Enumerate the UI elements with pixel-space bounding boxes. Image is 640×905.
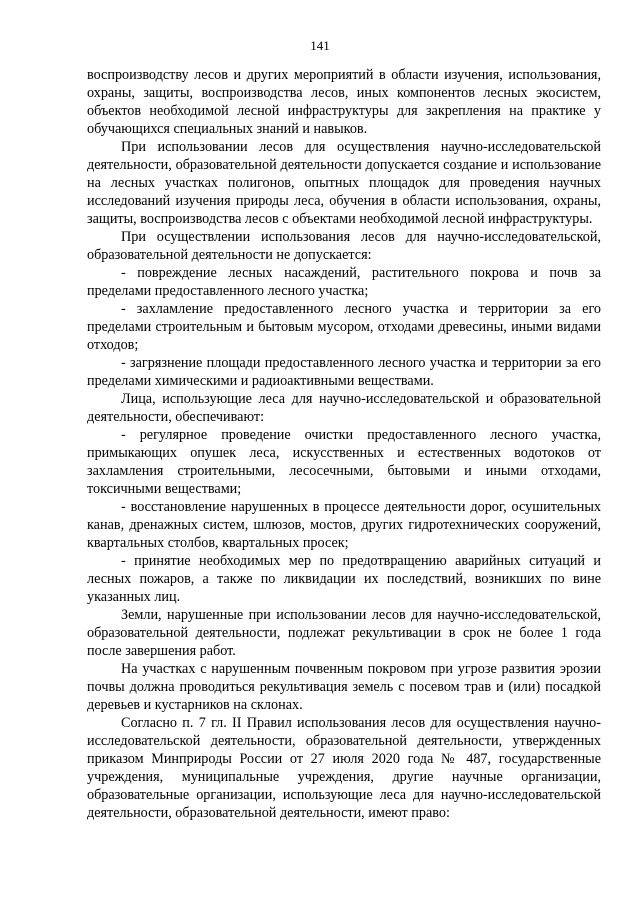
page-content bbox=[87, 66, 601, 822]
page-number: 141 bbox=[310, 38, 330, 53]
list-item: - регулярное проведение очистки предоставленного лесного участка, примыкающих опушек леса, искусственных и естественных водотоков от захламления строительными, лесосечными, бытовыми и иными отходами, токсичными веществами; bbox=[87, 427, 601, 497]
list-item: - восстановление нарушенных в процессе деятельности дорог, осушительных канав, дренажных систем, шлюзов, мостов, других гидротехнических сооружений, квартальных столбов, квартальных просек; bbox=[87, 499, 601, 551]
list-item: - повреждение лесных насаждений, растительного покрова и почв за пределами предоставленного лесного участка; bbox=[87, 265, 601, 299]
paragraph: Земли, нарушенные при использовании лесов для научно-исследовательской, образовательной деятельности, подлежат рекультивации в срок не более 1 года после завершения работ. bbox=[87, 607, 601, 659]
paragraph: Согласно п. 7 гл. II Правил использования лесов для осуществления научно-исследовательской деятельности, образовательной деятельности, утвержденных приказом Минприроды России от 27 июля 2020 года № 487, государственные учреждения, муниципальные учреждения, другие научные организации, образовательные организации, использующие леса для научно-исследовательской деятельности, образовательной деятельности, имеют право: bbox=[87, 715, 601, 821]
list-item: - захламление предоставленного лесного участка и территории за его пределами строительным и бытовым мусором, отходами древесины, иными видами отходов; bbox=[87, 301, 601, 353]
list-item: - принятие необходимых мер по предотвращению аварийных ситуаций и лесных пожаров, а также по ликвидации их последствий, возникших по вине указанных лиц. bbox=[87, 553, 601, 605]
paragraph: При осуществлении использования лесов для научно-исследовательской, образовательной деятельности не допускается: bbox=[87, 229, 601, 263]
paragraph: воспроизводству лесов и других мероприятий в области изучения, использования, охраны, защиты, воспроизводства лесов, иных компонентов лесных экосистем, объектов необходимой лесной инфраструктуры для закрепления на практике у обучающихся специальных знаний и навыков. bbox=[87, 67, 601, 137]
list-item: - загрязнение площади предоставленного лесного участка и территории за его пределами химическими и радиоактивными веществами. bbox=[87, 355, 601, 389]
paragraph: На участках с нарушенным почвенным покровом при угрозе развития эрозии почвы должна проводиться рекультивация земель с посевом трав и (или) посадкой деревьев и кустарников на склонах. bbox=[87, 661, 601, 713]
paragraph: При использовании лесов для осуществления научно-исследовательской деятельности, образовательной деятельности допускается создание и использование на лесных участках полигонов, опытных площадок для проведения научных исследований изучения природы леса, обучения в области использования, охраны, защиты, воспроизводства лесов с объектами необходимой лесной инфраструктуры. bbox=[87, 139, 601, 227]
paragraph: Лица, использующие леса для научно-исследовательской и образовательной деятельности, обеспечивают: bbox=[87, 391, 601, 425]
